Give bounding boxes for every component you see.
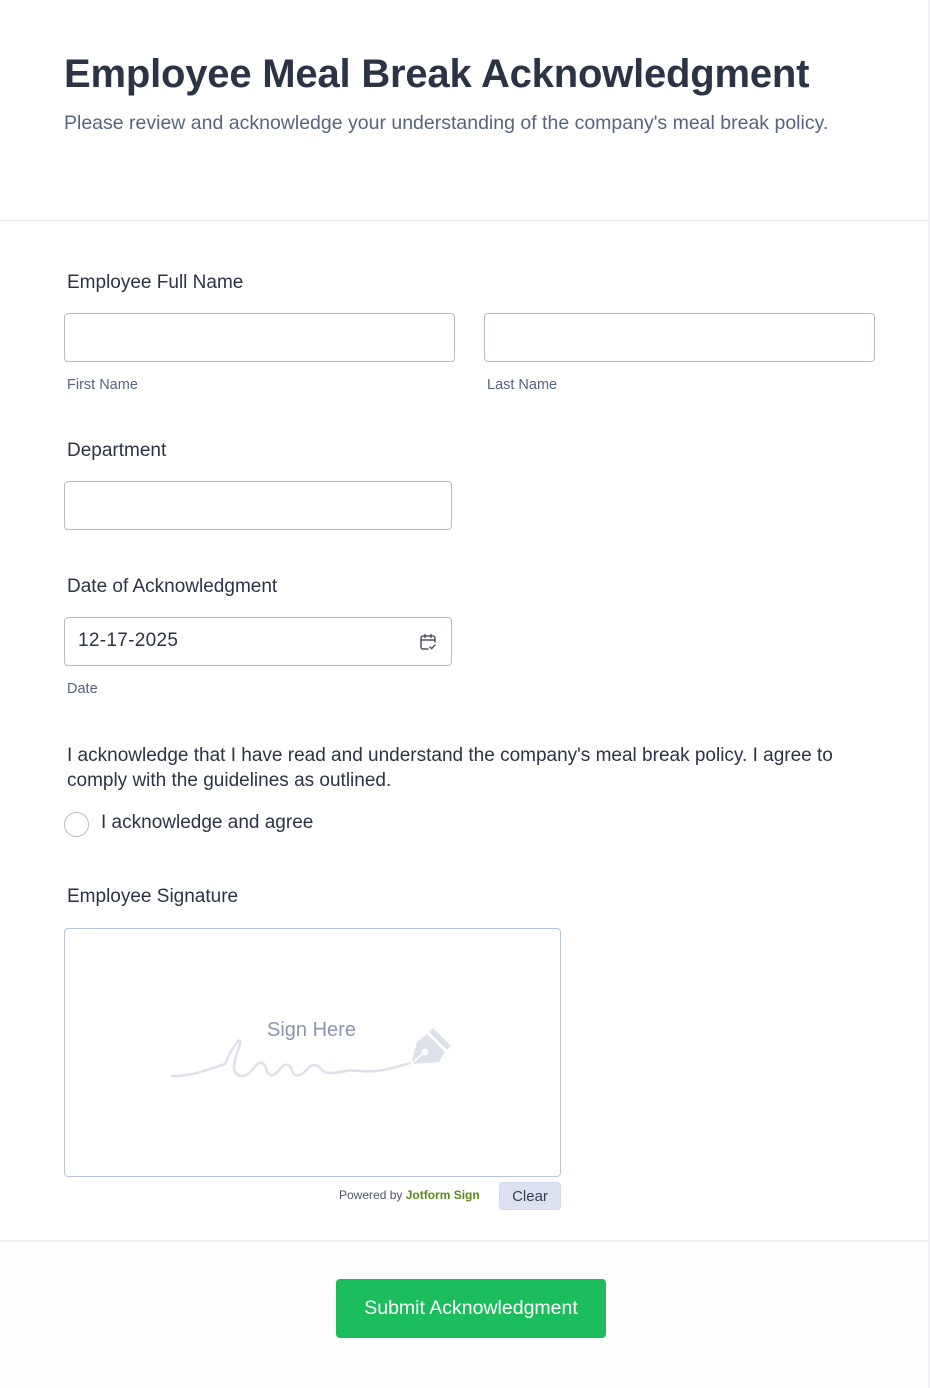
date-label: Date of Acknowledgment bbox=[67, 576, 278, 597]
department-label: Department bbox=[67, 440, 167, 461]
date-sublabel: Date bbox=[67, 681, 98, 697]
sign-here-text: Sign Here bbox=[267, 1019, 356, 1041]
last-name-input[interactable] bbox=[484, 313, 875, 362]
last-name-sublabel: Last Name bbox=[487, 377, 558, 393]
powered-by-text bbox=[339, 1188, 480, 1202]
clear-signature-button[interactable]: Clear bbox=[499, 1182, 561, 1210]
department-input[interactable] bbox=[64, 481, 452, 530]
powered-by-prefix: Powered by bbox=[339, 1188, 403, 1202]
first-name-sublabel: First Name bbox=[67, 377, 138, 393]
signature-pad[interactable] bbox=[64, 928, 561, 1177]
date-input[interactable] bbox=[64, 617, 452, 666]
date-value: 12-17-2025 bbox=[78, 630, 179, 651]
jotform-sign-brand: Jotform Sign bbox=[405, 1188, 480, 1202]
form-header bbox=[0, 0, 928, 221]
full-name-label: Employee Full Name bbox=[67, 272, 244, 293]
calendar-check-icon[interactable] bbox=[418, 632, 438, 652]
signature-placeholder bbox=[170, 1019, 455, 1089]
submit-button[interactable]: Submit Acknowledgment bbox=[336, 1279, 606, 1338]
page-title: Employee Meal Break Acknowledgment bbox=[64, 52, 810, 96]
page-subtitle: Please review and acknowledge your understanding of the company's meal break policy. bbox=[64, 112, 829, 134]
pen-nib-icon bbox=[405, 1024, 455, 1069]
signature-label: Employee Signature bbox=[67, 886, 239, 907]
acknowledge-radio[interactable] bbox=[64, 812, 89, 837]
first-name-input[interactable] bbox=[64, 313, 455, 362]
acknowledgment-question: I acknowledge that I have read and understand the company's meal break policy. I agree to comply with the guidelines as outlined. bbox=[67, 745, 833, 791]
acknowledge-radio-label[interactable]: I acknowledge and agree bbox=[101, 812, 314, 833]
